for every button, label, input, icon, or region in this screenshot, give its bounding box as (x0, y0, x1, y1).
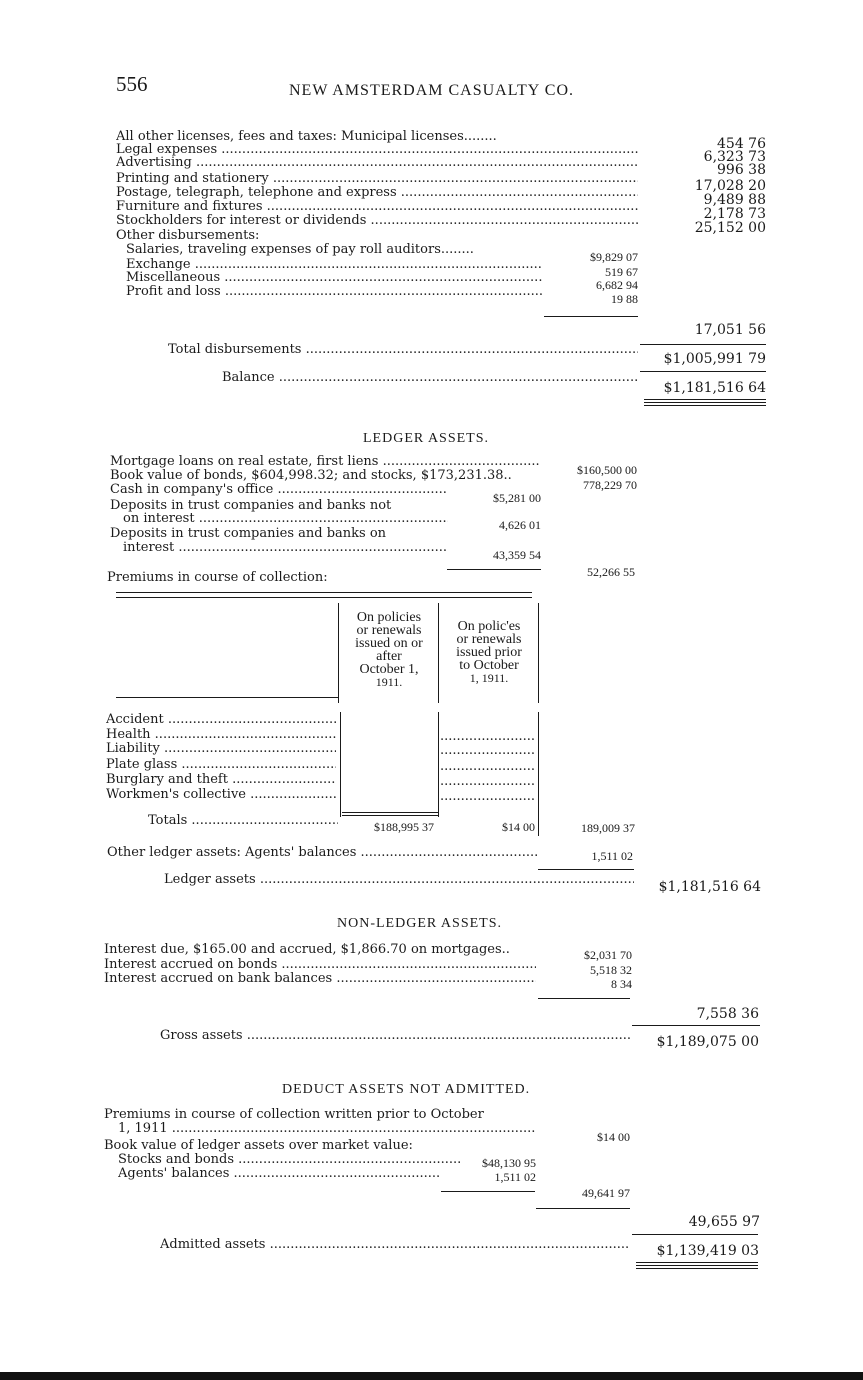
premium-row-label-text: Health (106, 728, 151, 742)
balance-label (222, 371, 638, 385)
other-disbursement-amount: 6,682 94 (596, 278, 638, 292)
double-rule (636, 1268, 758, 1269)
col-prior-header-line: 1, 1911. (469, 671, 509, 685)
deposits-on-interest-amount: 43,359 54 (493, 548, 541, 562)
disbursement-label-text: Legal expenses (116, 143, 218, 157)
disbursement-label (116, 130, 638, 144)
mortgage-loans-amount: $160,500 00 (577, 463, 637, 477)
balance-amount: $1,181,516 64 (663, 380, 766, 396)
admitted-assets-amount: $1,139,419 03 (656, 1243, 759, 1259)
premium-row-prior-leader (440, 730, 534, 744)
rule (538, 998, 630, 999)
premium-row-label (106, 788, 336, 802)
premium-row-prior-leader (440, 790, 534, 804)
premium-row-label-text: Liability (106, 742, 160, 756)
table-col-divider (438, 603, 439, 703)
premium-row-label (106, 742, 336, 756)
col-prior-header-line: or renewals (456, 632, 522, 647)
ledger-assets-heading: LEDGER ASSETS. (363, 431, 490, 446)
rule (538, 869, 634, 870)
other-disbursement-amount: $9,829 07 (590, 250, 638, 264)
table-header-rule (116, 697, 338, 698)
rule (544, 316, 638, 317)
other-disbursement-label-text: Profit and loss (126, 285, 221, 299)
disbursement-label (116, 186, 638, 200)
premium-row-prior-leader (440, 775, 534, 789)
non-ledger-amount: 5,518 32 (590, 963, 632, 977)
col-prior-header (440, 620, 538, 685)
other-disbursement-amount: 519 67 (605, 265, 638, 279)
disbursement-amount: 9,489 88 (703, 192, 766, 208)
disbursement-label-text: Furniture and fixtures (116, 200, 263, 214)
disbursement-amount: 25,152 00 (694, 220, 766, 236)
rule (342, 812, 438, 813)
mortgage-loans-label (110, 455, 540, 469)
deposits-on-interest-text: interest (123, 541, 175, 555)
deduct-premiums-text: 1, 1911 (118, 1122, 168, 1136)
non-ledger-assets-heading: NON-LEDGER ASSETS. (337, 916, 503, 931)
premium-row-label-text: Burglary and theft (106, 773, 228, 787)
col-after-header-line: October 1, (359, 662, 419, 677)
ledger-assets-total-text: Ledger assets (164, 873, 256, 887)
ledger-assets-total-amount: $1,181,516 64 (658, 879, 761, 895)
table-top-rule (116, 597, 532, 598)
table-col-divider (340, 712, 341, 817)
col-prior-header-line: On polic'es (457, 619, 521, 634)
non-ledger-label-text: Interest accrued on bonds (104, 958, 278, 972)
deposits-not-interest-line2 (123, 512, 448, 526)
premium-row-label (106, 713, 336, 727)
table-col-divider (438, 712, 439, 817)
col-after-header-line: 1911. (375, 675, 403, 689)
cash-office-label (110, 483, 448, 497)
double-rule (644, 405, 766, 406)
gross-assets-amount: $1,189,075 00 (656, 1034, 759, 1050)
cash-office-text: Cash in company's office (110, 483, 274, 497)
agents-balances-text: Agents' balances (118, 1167, 230, 1181)
bonds-stocks-label: Book value of bonds, $604,998.32; and stocks, $173,231.38.. (110, 468, 512, 483)
rule (342, 815, 438, 816)
double-rule (644, 402, 766, 403)
premium-totals-after: $188,995 37 (374, 820, 434, 834)
disbursement-amount: 2,178 73 (703, 206, 766, 222)
admitted-assets-text: Admitted assets (160, 1238, 266, 1252)
col-after-header-line: On policies (356, 610, 422, 625)
deposits-on-interest-line1: Deposits in trust companies and banks on (110, 526, 387, 541)
total-disbursements-label (168, 343, 638, 357)
premium-totals-combined: 189,009 37 (581, 821, 635, 835)
rule (632, 1025, 760, 1026)
gross-assets-label (160, 1029, 630, 1043)
disbursement-label-text: Advertising (116, 156, 192, 170)
other-disbursement-amount: 19 88 (611, 292, 638, 306)
other-disbursement-label (126, 271, 542, 285)
non-ledger-label-text: Interest accrued on bank balances (104, 972, 333, 986)
rule (640, 371, 766, 372)
balance-text: Balance (222, 371, 275, 385)
disbursement-label (116, 200, 638, 214)
disbursement-label (116, 156, 638, 170)
non-ledger-label-text: Interest due, $165.00 and accrued, $1,866.70 on mortgages.. (104, 943, 510, 957)
double-rule (644, 399, 766, 400)
book-value-total: 49,641 97 (582, 1186, 630, 1200)
premium-totals-label (148, 814, 338, 828)
non-ledger-amount: 8 34 (611, 977, 632, 991)
deposits-not-interest-text: on interest (123, 512, 195, 526)
total-disbursements-amount: $1,005,991 79 (663, 351, 766, 367)
other-ledger-assets-amount: 1,511 02 (591, 849, 633, 863)
disbursement-label (116, 214, 638, 228)
deposits-not-interest-line1: Deposits in trust companies and banks not (110, 498, 392, 513)
disbursement-label-text: Postage, telegraph, telephone and express (116, 186, 397, 200)
page-title: NEW AMSTERDAM CASUALTY CO. (289, 82, 574, 99)
book-value-label: Book value of ledger assets over market value: (104, 1138, 413, 1153)
premium-totals-prior: $14 00 (502, 820, 535, 834)
premium-totals-text: Totals (148, 814, 188, 828)
double-rule (636, 1262, 758, 1263)
premium-row-label-text: Plate glass (106, 758, 178, 772)
premium-row-label-text: Accident (106, 713, 164, 727)
rule (447, 569, 541, 570)
table-col-divider (538, 603, 539, 703)
deduct-total: 49,655 97 (688, 1214, 760, 1230)
bonds-stocks-amount: 778,229 70 (583, 478, 637, 492)
disbursement-amount: 17,028 20 (694, 178, 766, 194)
other-disbursements-total: 17,051 56 (694, 322, 766, 338)
col-prior-header-line: to October (459, 658, 519, 673)
other-disbursement-label (126, 243, 542, 257)
agents-balances-amount: 1,511 02 (494, 1170, 536, 1184)
deposits-on-interest-line2 (123, 541, 448, 555)
non-ledger-label (104, 972, 536, 986)
premium-row-label (106, 728, 336, 742)
non-ledger-amount: $2,031 70 (584, 948, 632, 962)
col-after-header (340, 611, 438, 689)
other-ledger-assets-text: Other ledger assets: Agents' balances (107, 846, 357, 860)
ledger-assets-total-label (164, 873, 634, 887)
stocks-bonds-text: Stocks and bonds (118, 1153, 235, 1167)
deduct-premiums-line1: Premiums in course of collection written prior to October (104, 1107, 484, 1122)
page-number: 556 (116, 72, 148, 96)
premium-row-prior-leader (440, 744, 534, 758)
gross-assets-text: Gross assets (160, 1029, 243, 1043)
premium-row-label (106, 773, 336, 787)
table-top-rule (116, 592, 532, 593)
deposits-not-interest-amount: 4,626 01 (499, 518, 541, 532)
non-ledger-label (104, 943, 536, 957)
disbursement-label (116, 172, 638, 186)
premium-row-label (106, 758, 336, 772)
premium-row-prior-leader (440, 760, 534, 774)
rule (441, 1191, 535, 1192)
scan-border (0, 1372, 863, 1380)
disbursement-amount: 6,323 73 (703, 149, 766, 165)
other-disbursement-label-text: Salaries, traveling expenses of pay roll auditors........ (126, 243, 474, 257)
non-ledger-label (104, 958, 536, 972)
total-disbursements-text: Total disbursements (168, 343, 302, 357)
other-disbursement-label-text: Miscellaneous (126, 271, 221, 285)
disbursement-label-text: Stockholders for interest or dividends (116, 214, 367, 228)
rule (632, 1234, 758, 1235)
col-after-header-line: issued on or (355, 636, 423, 651)
rule (640, 344, 766, 345)
mortgage-loans-text: Mortgage loans on real estate, first liens (110, 455, 379, 469)
rule (536, 1208, 630, 1209)
col-prior-header-line: issued prior (456, 645, 522, 660)
deduct-premiums-amount: $14 00 (597, 1130, 630, 1144)
stocks-bonds-amount: $48,130 95 (482, 1156, 536, 1170)
disbursement-label-text: Printing and stationery (116, 172, 269, 186)
disbursement-amount: 996 38 (717, 162, 766, 178)
disbursement-amount: 454 76 (717, 136, 766, 152)
cash-deposits-total: 52,266 55 (587, 565, 635, 579)
other-disbursement-label (126, 285, 542, 299)
disbursement-label (116, 143, 638, 157)
other-disbursement-label (126, 258, 542, 272)
col-after-header-line: or renewals (356, 623, 422, 638)
admitted-assets-label (160, 1238, 630, 1252)
deduct-assets-heading: DEDUCT ASSETS NOT ADMITTED. (282, 1082, 531, 1097)
double-rule (636, 1265, 758, 1266)
non-ledger-subtotal: 7,558 36 (696, 1006, 759, 1022)
disbursement-label-text: All other licenses, fees and taxes: Municipal licenses........ (116, 130, 497, 144)
cash-office-amount: $5,281 00 (493, 491, 541, 505)
premiums-collection-label: Premiums in course of collection: (107, 570, 328, 585)
other-ledger-assets-label (107, 846, 537, 860)
deduct-premiums-line2 (118, 1122, 536, 1136)
agents-balances-label (118, 1167, 440, 1181)
premium-row-label-text: Workmen's collective (106, 788, 246, 802)
col-after-header-line: after (376, 649, 402, 664)
stocks-bonds-label (118, 1153, 460, 1167)
other-disbursement-label-text: Exchange (126, 258, 191, 272)
other-disbursements-label: Other disbursements: (116, 228, 260, 243)
table-col-divider (538, 712, 539, 836)
table-col-divider (338, 603, 339, 703)
